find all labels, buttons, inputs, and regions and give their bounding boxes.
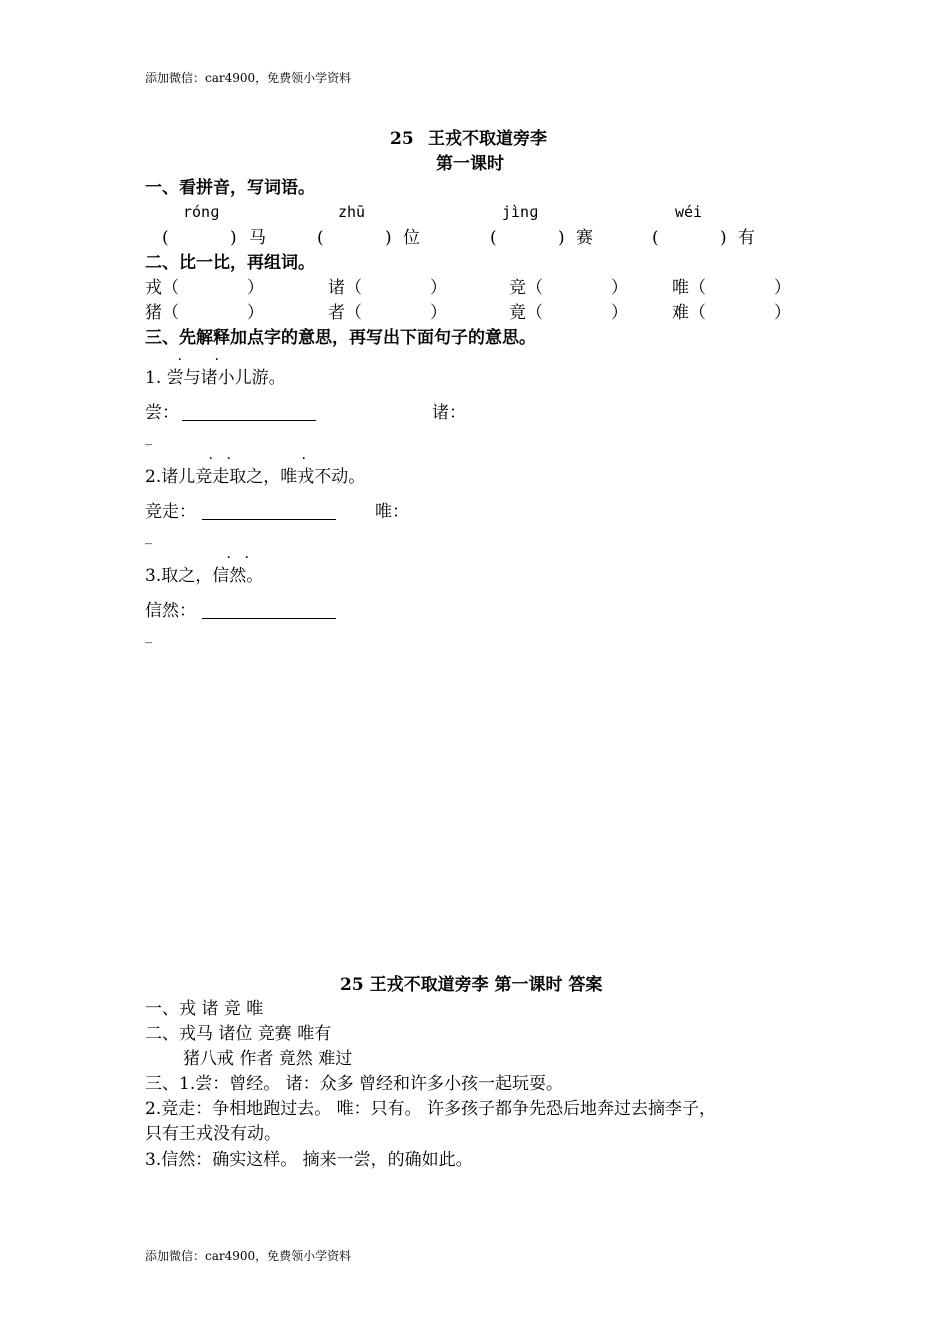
compare-1-1: 戎（: [145, 278, 179, 298]
compare-2-1-close: ）: [247, 303, 264, 323]
q1-label-chang: 尝：: [145, 403, 179, 423]
blank1-char: 马: [249, 228, 266, 248]
section2-heading: 二、比一比，再组词。: [145, 253, 315, 273]
blank2-char: 位: [403, 228, 420, 248]
section3-heading: 三、先解释加点字的意思，再写出下面句子的意思。: [145, 328, 536, 348]
compare-1-3-close: ）: [611, 278, 628, 298]
section1-heading: 一、看拼音，写词语。: [145, 178, 315, 198]
emphasis-dot: .: [227, 451, 231, 462]
emphasis-dot: .: [245, 550, 249, 561]
compare-1-3: 竞（: [509, 278, 543, 298]
compare-2-2-close: ）: [430, 303, 447, 323]
page-footer: 添加微信：car4900，免费领小学资料: [145, 1249, 352, 1263]
compare-2-3: 竟（: [509, 303, 543, 323]
answer-line5: 2.竞走：争相地跑过去。 唯：只有。 许多孩子都争先恐后地奔过去摘李子，: [145, 1099, 717, 1119]
pinyin-jing: jìnɡ: [502, 203, 539, 221]
answer-line7: 3.信然：确实这样。 摘来一尝，的确如此。: [145, 1150, 473, 1170]
compare-1-4: 唯（: [672, 278, 706, 298]
blank1-close: ): [230, 228, 237, 248]
emphasis-dot: .: [215, 352, 219, 363]
lesson-title: 王戎不取道旁李: [428, 129, 547, 149]
compare-2-4-close: ）: [774, 303, 791, 323]
q1-sentence: 1. 尝与诸小儿游。: [145, 368, 286, 388]
pinyin-wei: wéi: [675, 203, 703, 221]
answer-line6: 只有王戎没有动。: [145, 1124, 281, 1144]
q2-label-jingzou: 竞走：: [145, 502, 196, 522]
answer-line: [202, 618, 336, 619]
emphasis-dot: .: [302, 451, 306, 462]
q2-sentence: 2.诸儿竞走取之，唯戎不动。: [145, 467, 366, 487]
emphasis-dot: .: [209, 451, 213, 462]
blank4-close: ): [720, 228, 727, 248]
pinyin-rong: rónɡ: [183, 203, 220, 221]
answer-line1: 一、戎 诸 竞 唯: [145, 999, 264, 1019]
q3-label-xinran: 信然：: [145, 601, 196, 621]
compare-1-4-close: ）: [774, 278, 791, 298]
compare-1-1-close: ）: [247, 278, 264, 298]
q3-dash: _: [145, 628, 152, 644]
compare-2-3-close: ）: [611, 303, 628, 323]
blank4-char: 有: [738, 228, 755, 248]
lesson-number: 25: [390, 129, 414, 149]
lesson-subtitle: 第一课时: [436, 154, 504, 174]
blank3-open: (: [490, 228, 497, 248]
answer-title: 25 王戎不取道旁李 第一课时 答案: [340, 975, 603, 995]
compare-2-2: 者（: [328, 303, 362, 323]
answer-line: [202, 519, 336, 520]
blank3-close: ): [558, 228, 565, 248]
blank2-open: (: [317, 228, 324, 248]
compare-2-4: 难（: [672, 303, 706, 323]
answer-line2: 二、戎马 诸位 竞赛 唯有: [145, 1024, 332, 1044]
blank1-open: (: [162, 228, 169, 248]
compare-1-2: 诸（: [328, 278, 362, 298]
emphasis-dot: .: [227, 550, 231, 561]
page-header: 添加微信：car4900，免费领小学资料: [145, 71, 352, 85]
pinyin-zhu: zhū: [338, 203, 366, 221]
answer-line: [182, 420, 316, 421]
q1-dash: _: [145, 430, 152, 446]
compare-2-1: 猪（: [145, 303, 179, 323]
emphasis-dot: .: [178, 352, 182, 363]
answer-line4: 三、1.尝：曾经。 诸：众多 曾经和许多小孩一起玩耍。: [145, 1074, 564, 1094]
answer-line3: 猪八戒 作者 竟然 难过: [183, 1049, 353, 1069]
q1-label-zhu: 诸：: [432, 403, 466, 423]
q2-dash: _: [145, 529, 152, 545]
blank2-close: ): [385, 228, 392, 248]
q3-sentence: 3.取之，信然。: [145, 566, 264, 586]
q2-label-wei: 唯：: [375, 502, 409, 522]
blank3-char: 赛: [576, 228, 593, 248]
blank4-open: (: [652, 228, 659, 248]
compare-1-2-close: ）: [430, 278, 447, 298]
